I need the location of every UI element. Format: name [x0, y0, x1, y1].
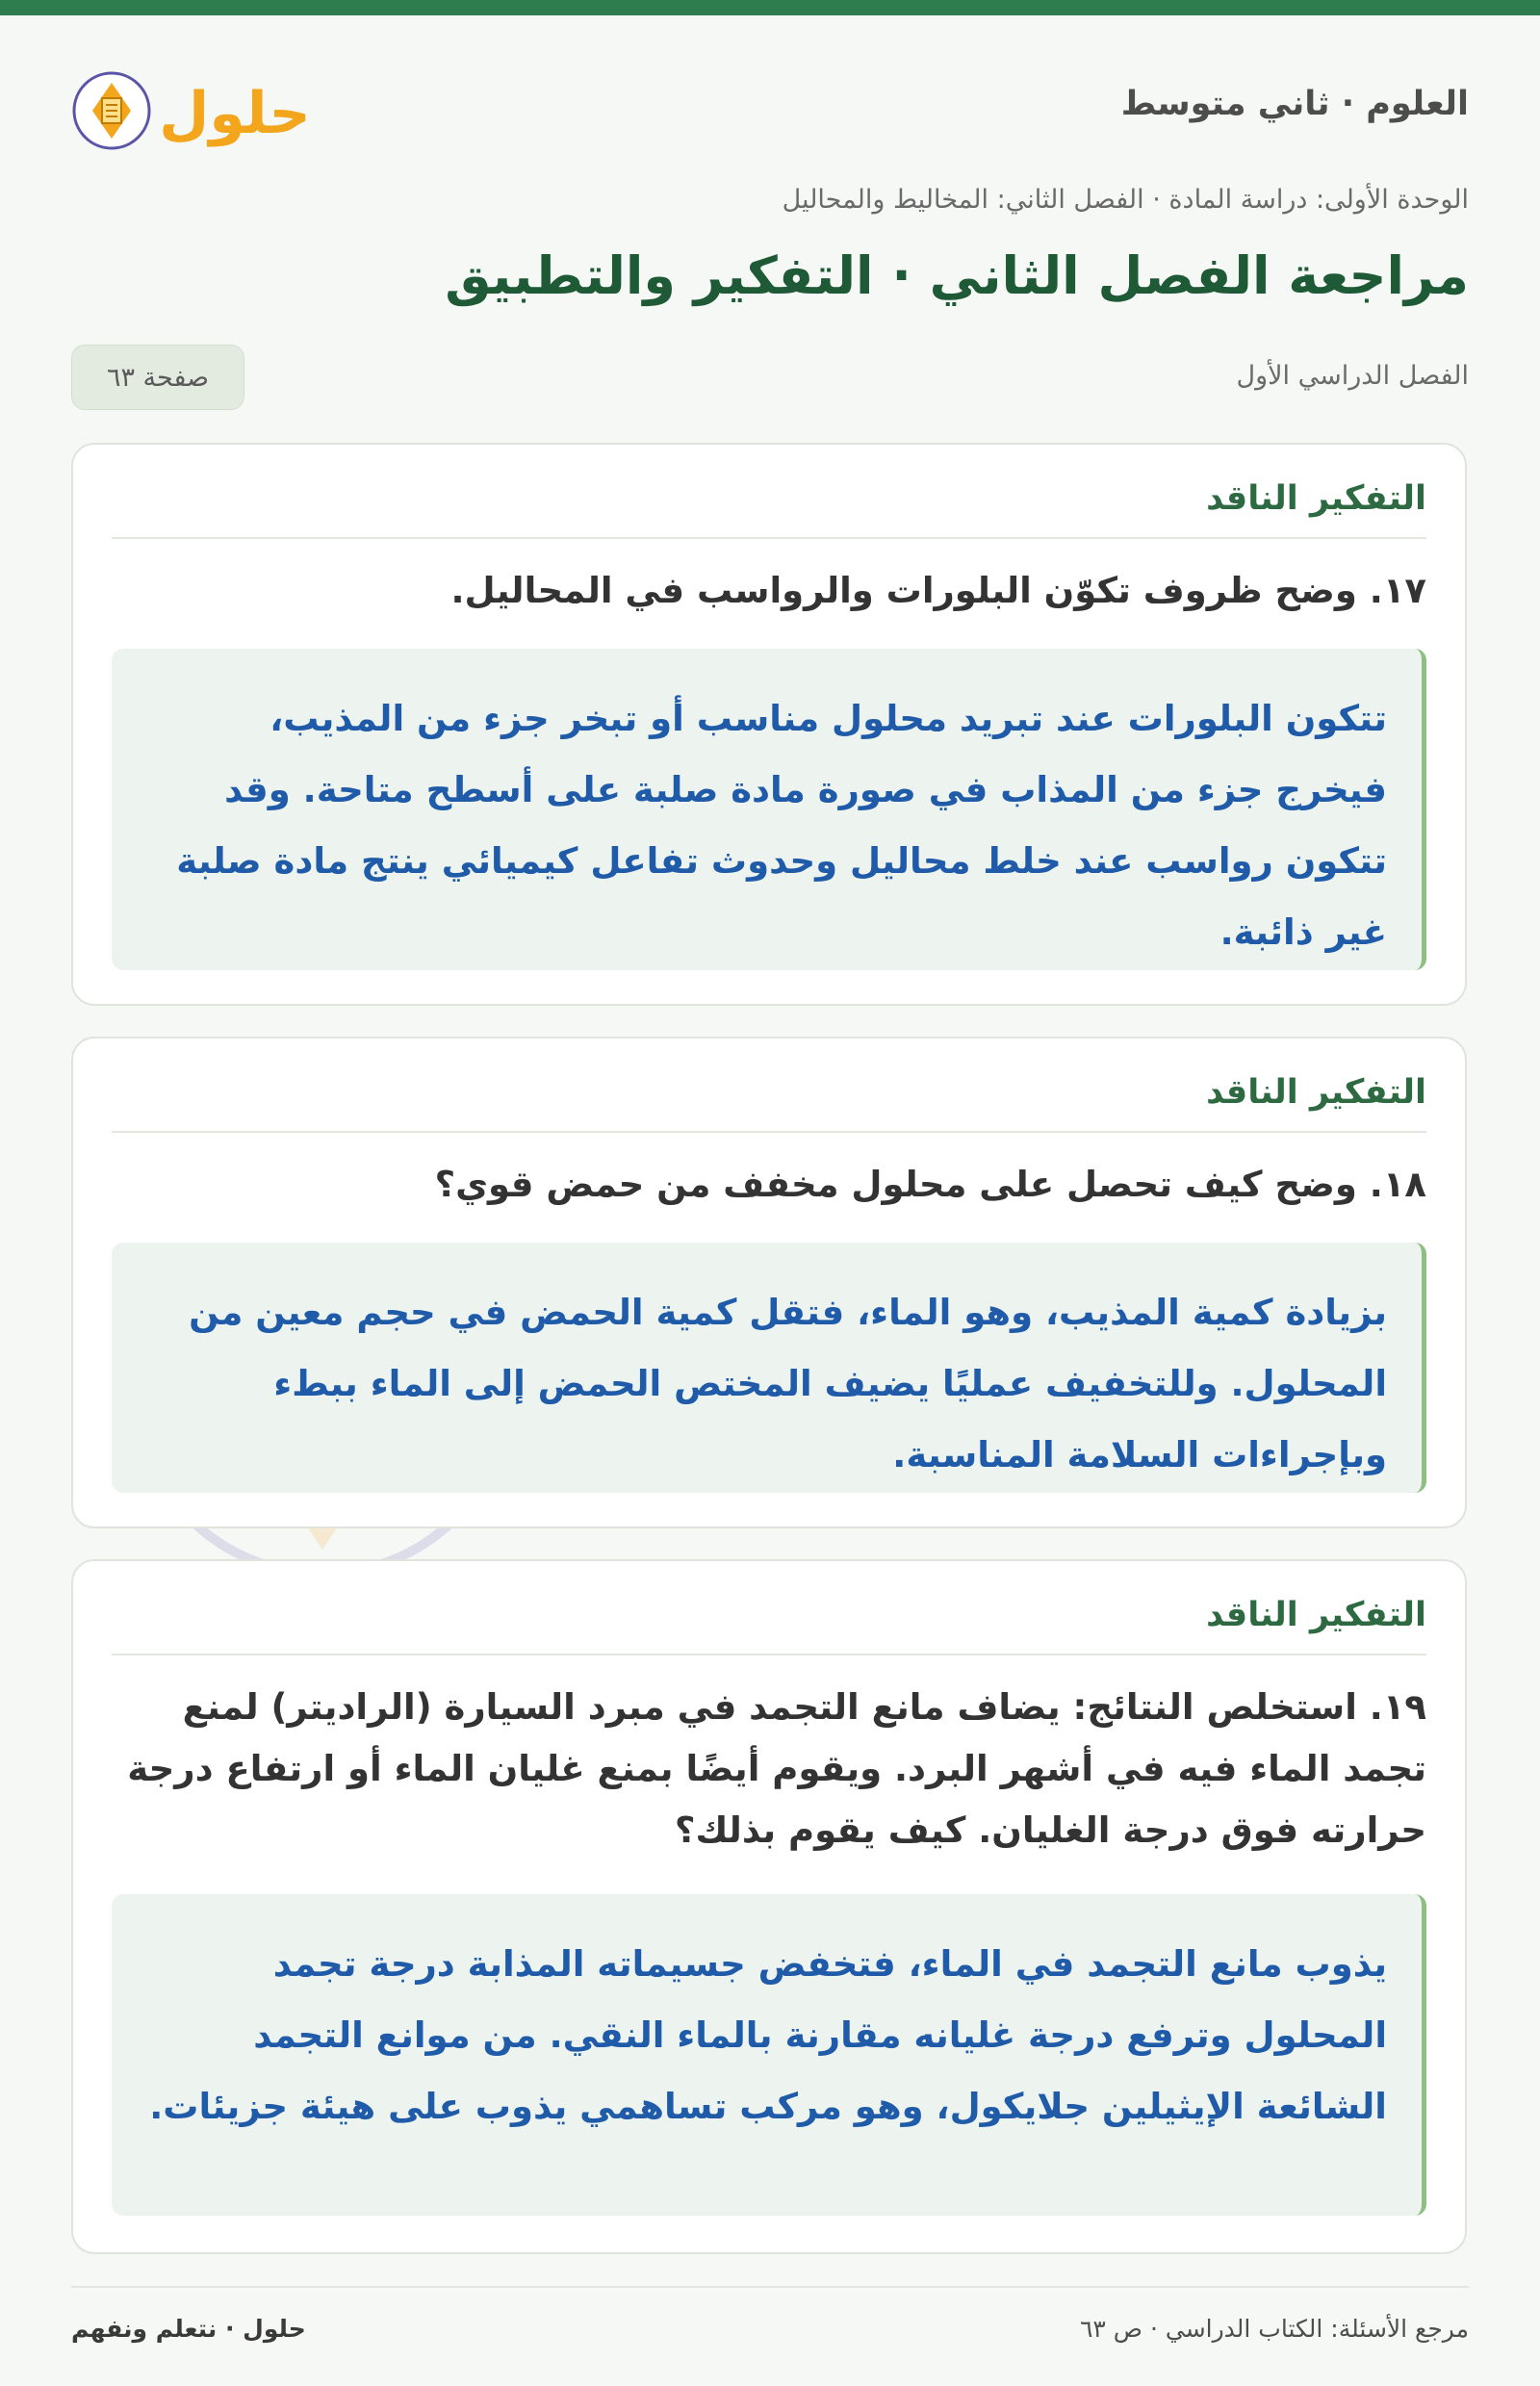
question-card-19 [71, 1559, 1467, 2254]
card-heading: التفكير الناقد [1206, 1073, 1426, 1112]
question-text: ١٩. استخلص النتائج: يضاف مانع التجمد في مبرد السيارة (الراديتر) لمنع تجمد الماء فيه في أشهر البرد. ويقوم أيضًا بمنع غليان الماء أو ارتفاع درجة حرارته فوق درجة الغليان. كيف يقوم بذلك؟ [127, 1686, 1426, 1851]
term-label: الفصل الدراسي الأول [1236, 361, 1469, 391]
card-divider [112, 537, 1426, 539]
breadcrumb: الوحدة الأولى: دراسة المادة · الفصل الثاني: المخاليط والمحاليل [782, 185, 1469, 215]
page-header [71, 58, 1469, 164]
question-text: ١٨. وضح كيف تحصل على محلول مخفف من حمض قوي؟ [434, 1164, 1426, 1205]
card-heading: التفكير الناقد [1206, 1596, 1426, 1634]
footer-divider [71, 2286, 1469, 2288]
question-text: ١٧. وضح ظروف تكوّن البلورات والرواسب في المحاليل. [450, 570, 1426, 611]
card-heading: التفكير الناقد [1206, 479, 1426, 518]
footer-reference: مرجع الأسئلة: الكتاب الدراسي · ص ٦٣ [1079, 2315, 1469, 2343]
page-number-badge: صفحة ٦٣ [71, 345, 244, 410]
logo-wordmark: حلول [159, 80, 311, 147]
answer-box: بزيادة كمية المذيب، وهو الماء، فتقل كمية الحمض في حجم معين من المحلول. وللتخفيف عمليًا يضيف المختص الحمض إلى الماء ببطء وبإجراءات السلامة المناسبة. [112, 1243, 1426, 1493]
card-divider [112, 1654, 1426, 1655]
top-accent-bar [0, 0, 1540, 15]
answer-box: يذوب مانع التجمد في الماء، فتخفض جسيماته المذابة درجة تجمد المحلول وترفع درجة غليانه مقارنة بالماء النقي. من موانع التجمد الشائعة الإيثيلين جلايكول، وهو مركب تساهمي يذوب على هيئة جزيئات. [112, 1894, 1426, 2216]
subject-label: العلوم · ثاني متوسط [1120, 85, 1469, 123]
footer-brand: حلول · نتعلم ونفهم [71, 2315, 306, 2343]
answer-box: تتكون البلورات عند تبريد محلول مناسب أو تبخر جزء من المذيب، فيخرج جزء من المذاب في صورة مادة صلبة على أسطح متاحة. وقد تتكون رواسب عند خلط محاليل وحدوث تفاعل كيميائي ينتج مادة صلبة غير ذائبة. [112, 649, 1426, 970]
page-title: مراجعة الفصل الثاني · التفكير والتطبيق [445, 245, 1469, 306]
hulul-logo[interactable] [71, 58, 321, 164]
card-divider [112, 1131, 1426, 1133]
question-card-17 [71, 443, 1467, 1006]
question-card-18 [71, 1037, 1467, 1528]
